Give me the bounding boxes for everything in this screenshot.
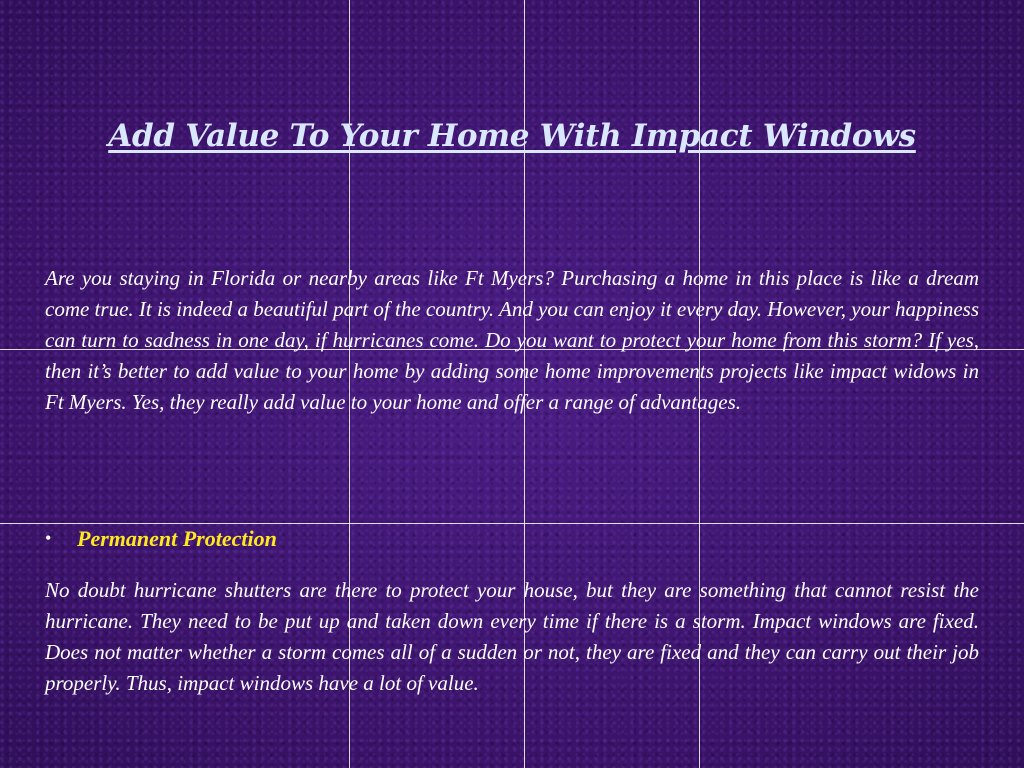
bullet-heading: Permanent Protection [77, 525, 277, 551]
body-paragraph: No doubt hurricane shutters are there to protect your house, but they are something that cannot resist the hurricane. They need to be put up and taken down every time if there is a storm. Impact windows are fixed. Does not matter whether a storm comes all of a sudden or not, they are fixed and they can carry out their job properly. Thus, impact windows have a lot of value. [45, 578, 979, 695]
bullet-item [45, 523, 277, 554]
intro-paragraph: Are you staying in Florida or nearby areas like Ft Myers? Purchasing a home in this place is like a dream come true. It is indeed a beautiful part of the country. And you can enjoy it every day. However, your happiness can turn to sadness in one day, if hurricanes come. Do you want to protect your home from this storm? If yes, then it’s better to add value to your home by adding some home improvements projects like impact widows in Ft Myers. Yes, they really add value to your home and offer a range of advantages. [45, 266, 979, 414]
bullet-icon: • [45, 528, 52, 548]
slide-title: Add Value To Your Home With Impact Windows [108, 118, 916, 154]
